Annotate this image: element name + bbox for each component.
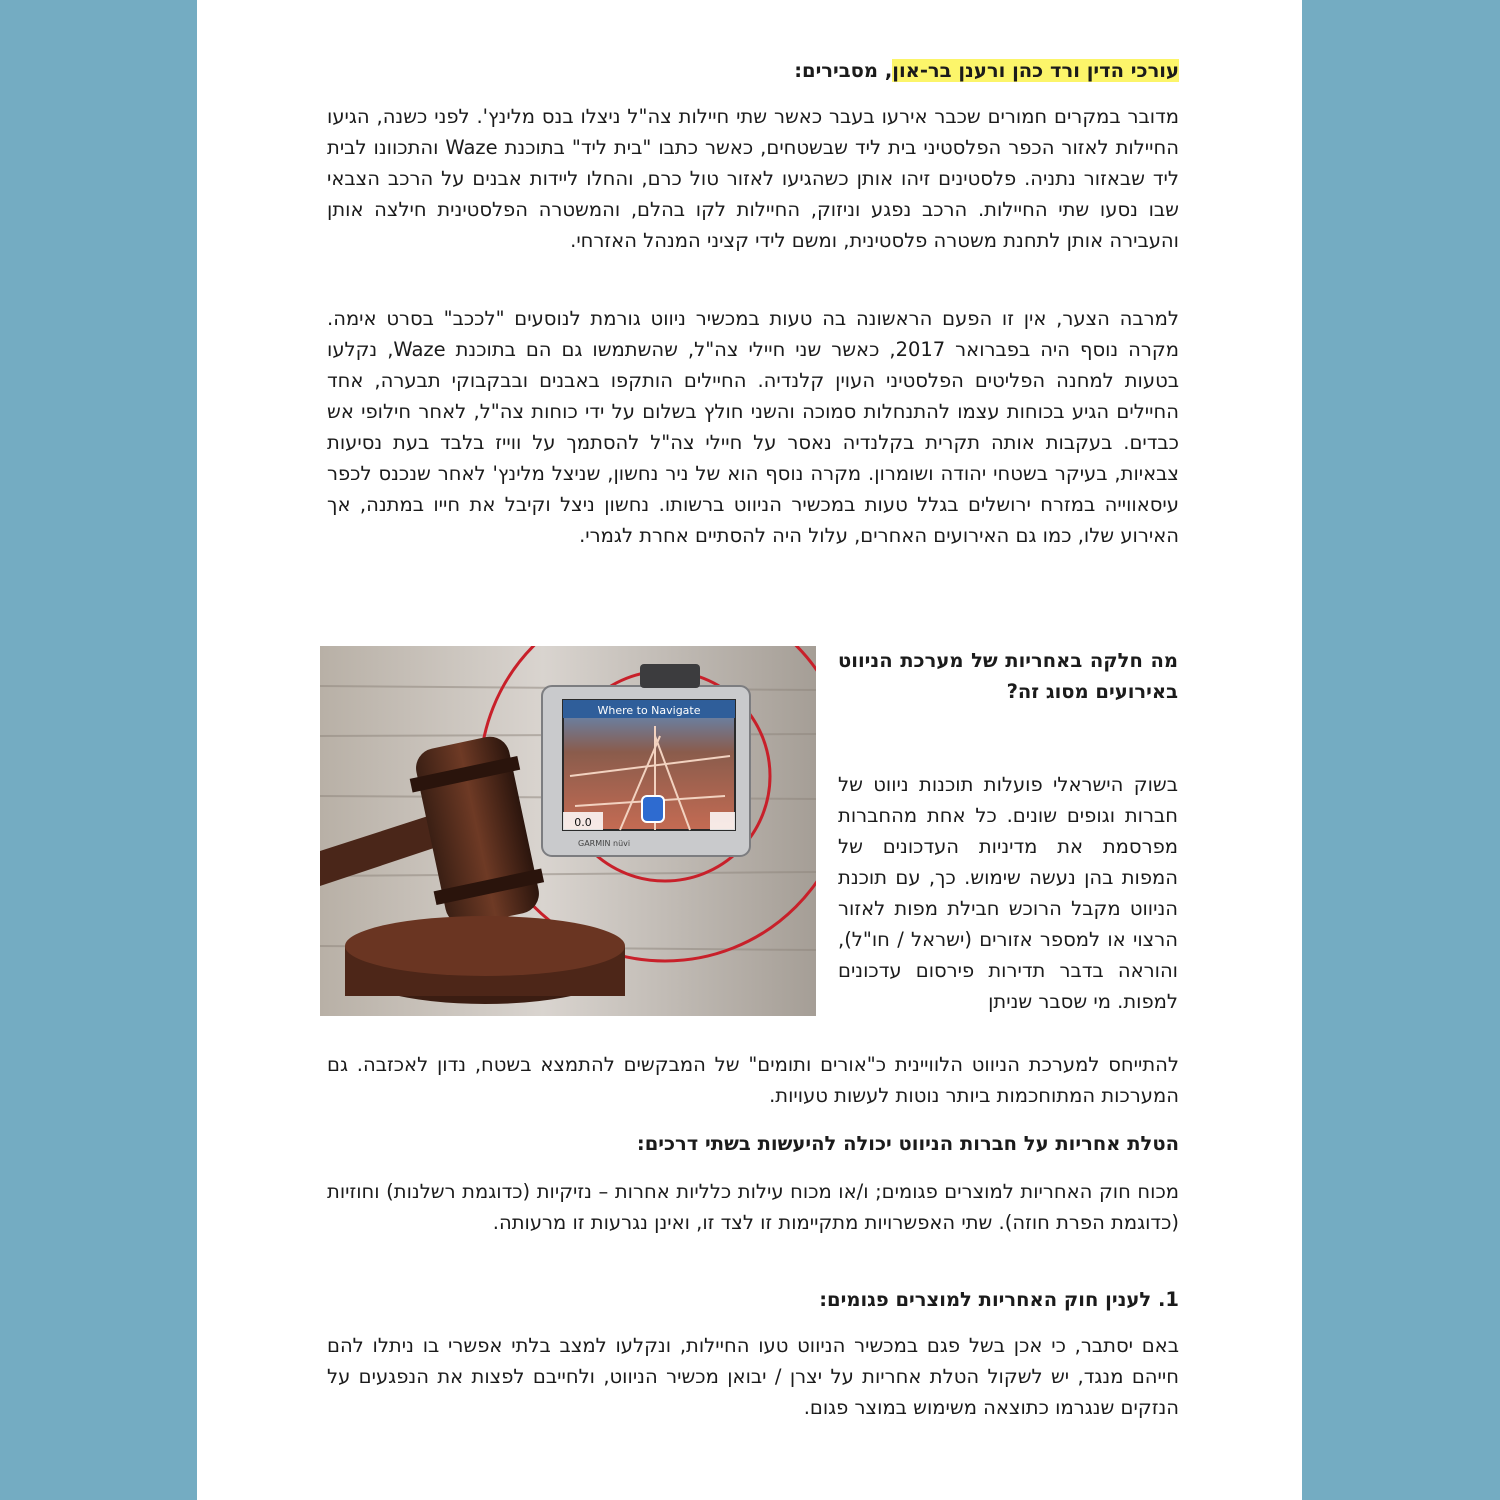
paragraph-1 — [327, 101, 1179, 256]
liability-paragraph-text: מכוח חוק האחריות למוצרים פגומים; ו/או מכוח עילות כלליות אחרות – נזיקיות (כדוגמת רשלנות) וחוזיות (כדוגמת הפרת חוזה). שתי האפשרויות מתקיימות זו לצד זו, ואינן נגרעות זו מרעותה. — [327, 1180, 1179, 1234]
final-paragraph-text: באם יסתבר, כי אכן בשל פגם במכשיר הניווט טעו החיילות, ונקלעו למצב בלתי אפשרי בו ניתלו להם חייהם מנגד, יש לשקול הטלת אחריות על יצרן / יבואן מכשיר הניווט, ולחייבם לפצות את הנפגעים על הנזקים שנגרמו כתוצאה משימוש במוצר פגום. — [327, 1334, 1179, 1419]
liability-heading — [327, 1128, 1179, 1159]
gavel-gps-photo — [320, 646, 816, 1016]
liability-heading-text: הטלת אחריות על חברות הניווט יכולה להיעשות בשתי דרכים: — [636, 1132, 1179, 1155]
gps-distance-text: 0.0 — [574, 816, 592, 829]
paragraph-2 — [327, 303, 1179, 551]
paragraph-1-text: מדובר במקרים חמורים שכבר אירעו בעבר כאשר שתי חיילות צה"ל ניצלו בנס מלינץ'. לפני כשנה, הגיעו החיילות לאזור הכפר הפלסטיני בית ליד שבשטחים, כאשר כתבו "בית ליד" בתוכנת Waze והתכוונו לבית ליד שבאזור נתניה. פלסטינים זיהו אותן כשהגיעו לאזור טול כרם, והחלו ליידות אבנים על הרכב הצבאי שבו נסעו שתי החיילות. הרכב נפגע וניזוק, החיילות לקו בהלם, והמשטרה הפלסטינית חילצה אותן והעבירה אותן לתחנת משטרה פלסטינית, ומשם לידי קציני המנהל האזרחי. — [327, 105, 1180, 252]
continuation-paragraph-text: להתייחס למערכת הניווט הלוויינית כ"אורים ותומים" של המבקשים להתמצא בשטח, נדון לאכזבה. גם המערכות המתוחכמות ביותר נוטות לעשות טעויות. — [327, 1053, 1179, 1107]
gps-header-text: Where to Navigate — [597, 704, 701, 717]
numbered-heading-text: 1. לענין חוק האחריות למוצרים פגומים: — [819, 1288, 1179, 1311]
gps-brand-text: GARMIN nüvi — [578, 839, 631, 848]
liability-paragraph — [327, 1176, 1179, 1238]
document-page — [197, 0, 1302, 1500]
author-names-highlight: עורכי הדין ורד כהן ורענן בר-און — [892, 59, 1179, 82]
final-paragraph — [327, 1330, 1179, 1423]
section-question-heading: מה חלקה באחריות של מערכת הניווט באירועים מסוג זה? — [838, 649, 1178, 703]
continuation-paragraph — [327, 1049, 1179, 1111]
attribution-line — [327, 55, 1179, 86]
side-paragraph-text: בשוק הישראלי פועלות תוכנות ניווט של חברות וגופים שונים. כל אחת מהחברות מפרסמת את מדיניות העדכונים של המפות בהן נעשה שימוש. כך, עם תוכנת הניווט מקבל הרוכש חבילת מפות לאזור הרצוי או למספר אזורים (ישראל / חו"ל), והוראה בדבר תדירות פירסום עדכונים למפות. מי שסבר שניתן — [838, 773, 1178, 1013]
figure-side-text — [838, 645, 1178, 1017]
numbered-heading — [327, 1284, 1179, 1315]
attribution-suffix: , מסבירים: — [794, 59, 893, 82]
paragraph-2-text: למרבה הצער, אין זו הפעם הראשונה בה טעות במכשיר ניווט גורמת לנוסעים "לככב" בסרט אימה. מקרה נוסף היה בפברואר 2017, כאשר שני חיילי צה"ל, שהשתמשו גם הם בתוכנת Waze, נקלעו בטעות למחנה הפליטים הפלסטיני העוין קלנדיה. החיילים הותקפו באבנים ובבקבוקי תבערה, אחד החיילים הגיע בכוחות עצמו להתנחלות סמוכה והשני חולץ בשלום על ידי כוחות צה"ל, לאחר חילופי אש כבדים. בעקבות אותה תקרית בקלנדיה נאסר על חיילי צה"ל להסתמך על ווייז בלבד בעת נסיעות צבאיות, בעיקר בשטחי יהודה ושומרון. מקרה נוסף הוא של ניר נחשון, שניצל מלינץ' לאחר שנכנס לכפר עיסאווייה במזרח ירושלים בגלל טעות במכשיר הניווט ברשותו. נחשון ניצל וקיבל את חייו במתנה, אך האירוע שלו, כמו גם האירועים האחרים, עלול היה להסתיים אחרת לגמרי. — [327, 307, 1180, 547]
